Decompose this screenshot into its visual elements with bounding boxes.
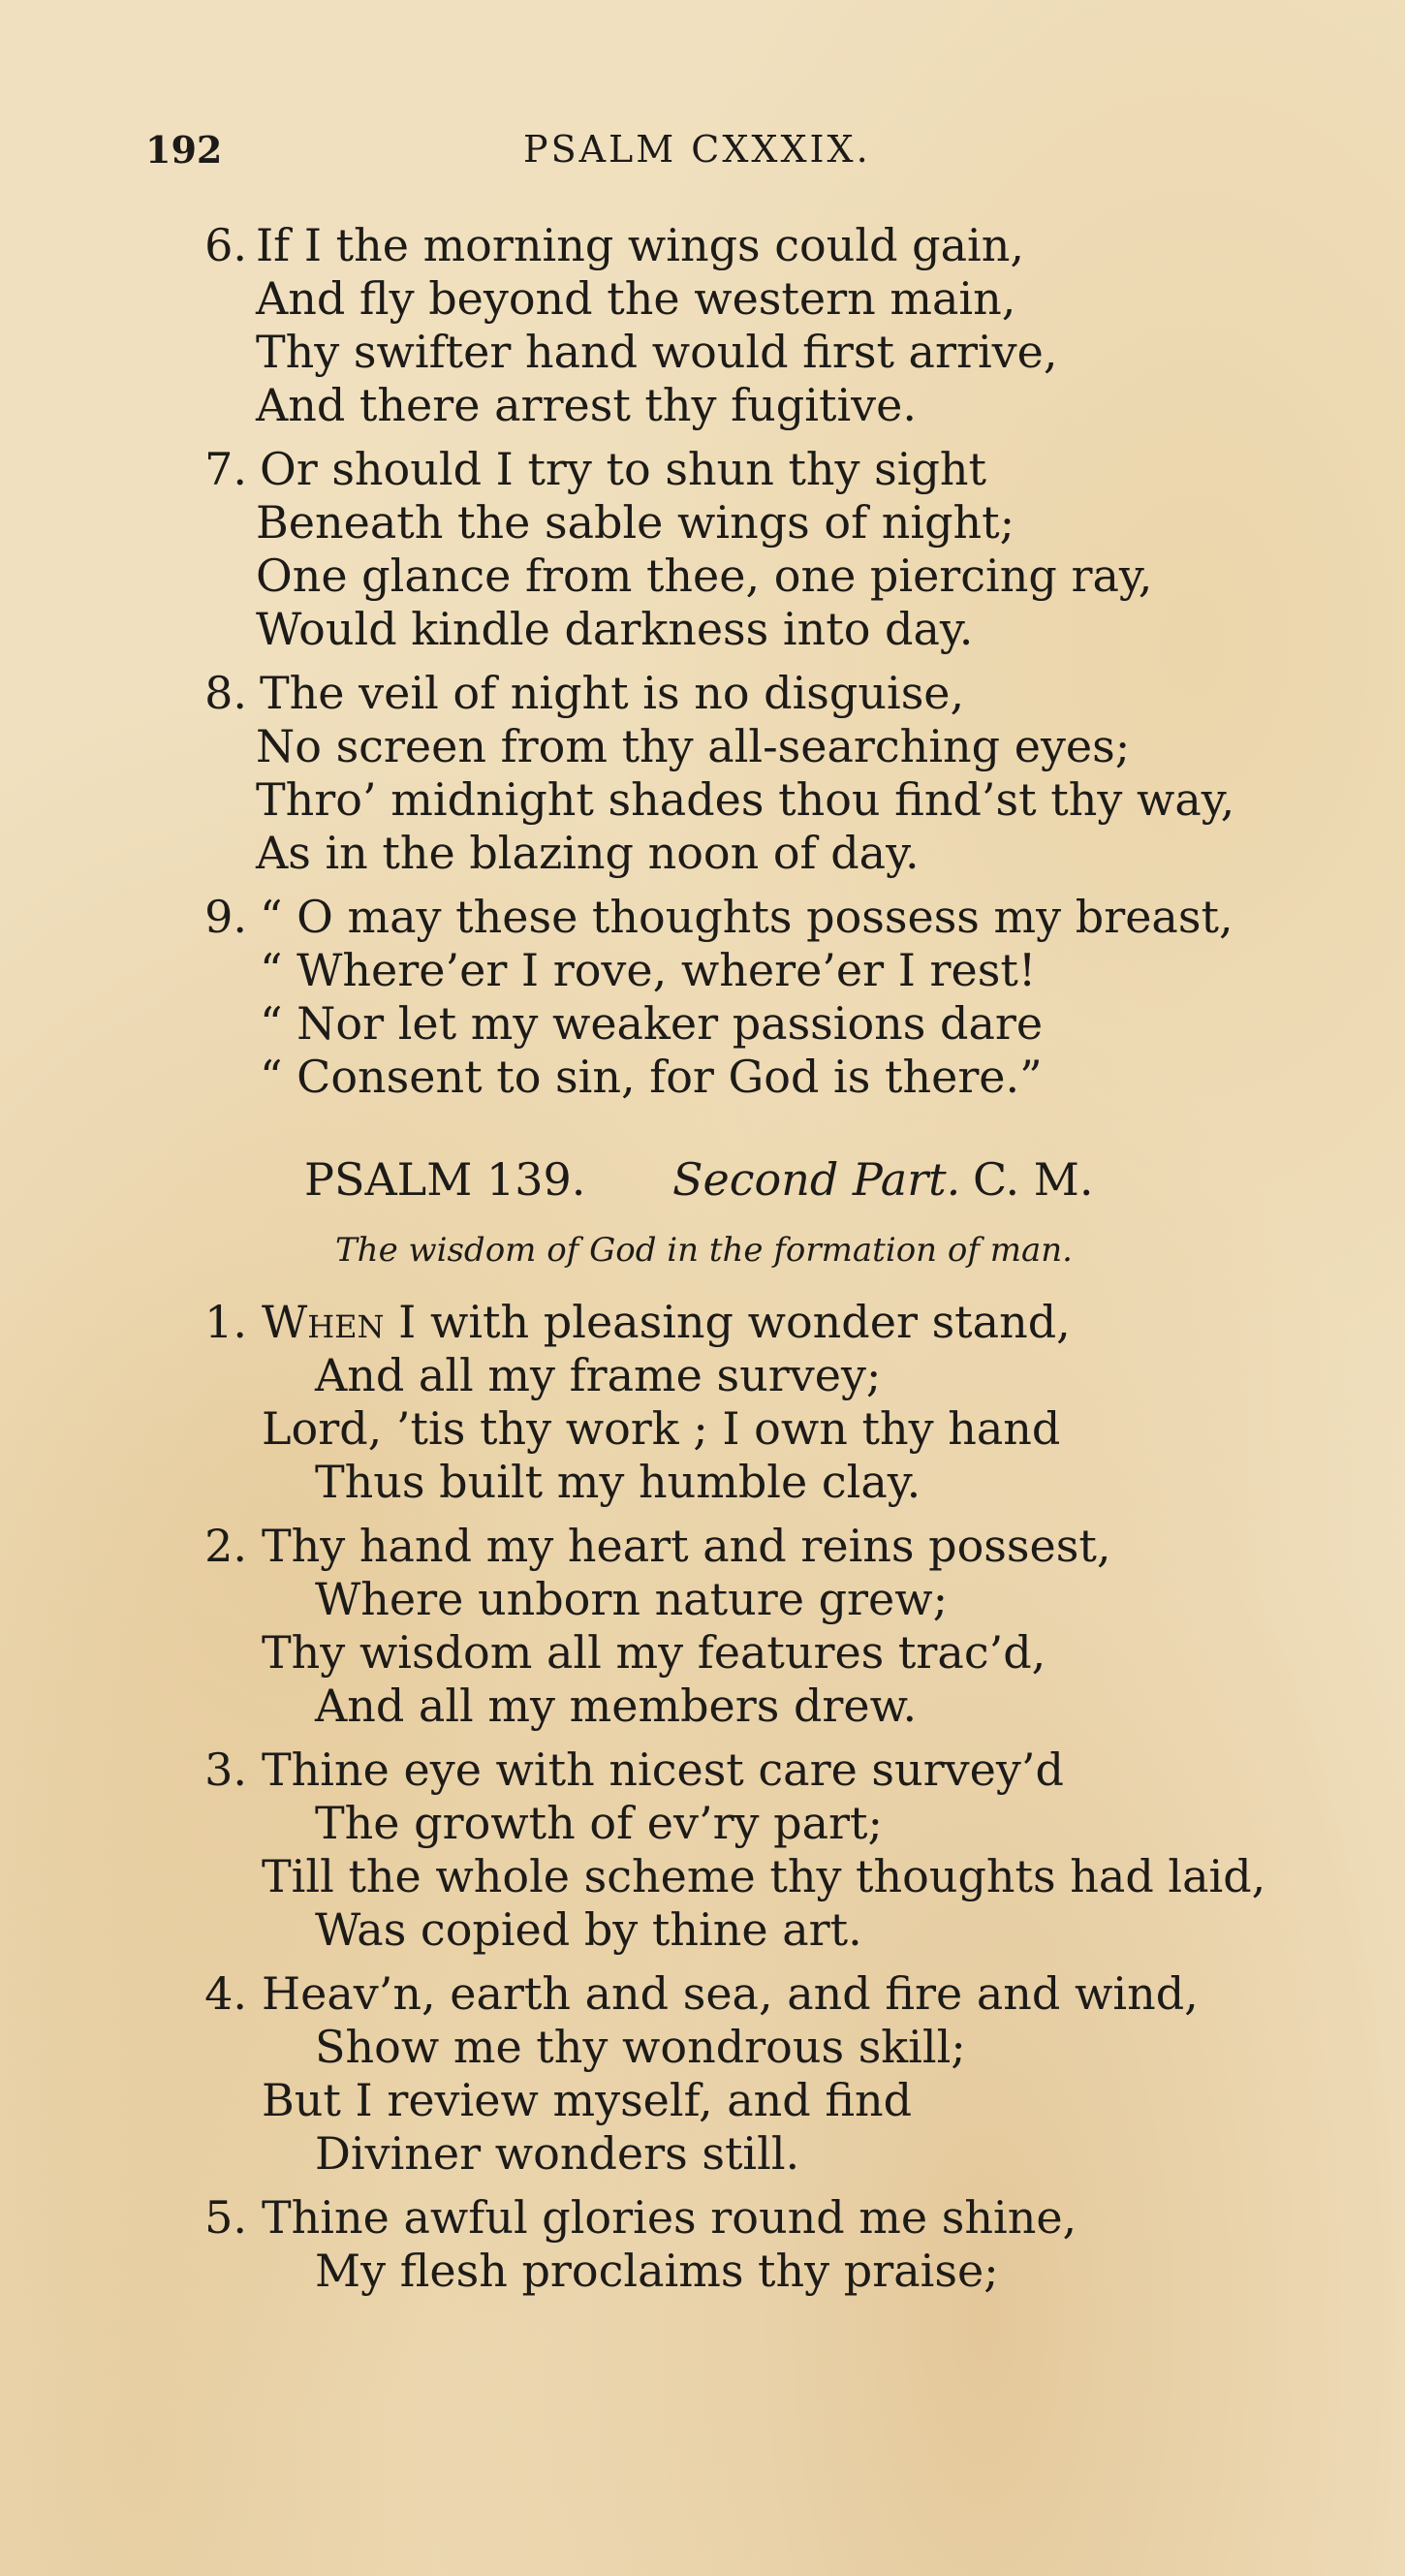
verse-line: Lord, ’tis thy work ; I own thy hand [262,1402,1061,1455]
verse-line: Till the whole scheme thy thoughts had laid, [262,1850,1266,1902]
verse-line: The growth of ev’ry part; [315,1797,884,1849]
verse-line: Diviner wonders still. [315,2127,800,2180]
running-title: PSALM CXXXIX. [523,128,871,171]
verse-line: No screen from thy all-searching eyes; [256,720,1131,772]
verse-line: Beneath the sable wings of night; [256,496,1015,549]
verse-line: “ Consent to sin, for God is there.” [260,1051,1043,1103]
verse-line: Or should I try to shun thy sight [260,443,987,495]
verse-line: “ Where’er I rove, where’er I rest! [260,944,1037,996]
stanza-number: 9. [204,891,247,943]
verse-line: And fly beyond the western main, [256,272,1016,325]
verse-line: And there arrest thy fugitive. [256,379,917,431]
stanza-number: 4. [204,1967,247,2020]
first-word: When [262,1296,385,1348]
verse-line: Thro’ midnight shades thou find’st thy way, [256,773,1235,826]
stanza-number: 8. [204,667,247,719]
verse-line: One glance from thee, one piercing ray, [256,550,1153,602]
verse-line: And all my members drew. [315,1680,918,1732]
stanza-number: 3. [204,1744,247,1796]
verse-line: Show me thy wondrous skill; [315,2021,966,2073]
verse-line: As in the blazing noon of day. [256,827,920,879]
stanza-number: 1. [204,1296,247,1348]
verse-line: Where unborn nature grew; [315,1573,949,1625]
stanza-number: 5. [204,2191,247,2244]
verse-line: Thine awful glories round me shine, [262,2191,1077,2244]
verse-line: My flesh proclaims thy praise; [315,2245,999,2297]
verse-line: Would kindle darkness into day. [256,603,974,655]
stanza-number: 6. [204,219,247,271]
verse-line: Thine eye with nicest care survey’d [262,1744,1064,1796]
verse-line: The veil of night is no disguise, [260,667,965,719]
page-header [0,128,1405,186]
verse-line: Thy swifter hand would first arrive, [256,326,1058,378]
verse-line: Was copied by thine art. [315,1903,862,1956]
verse-line [262,1296,1071,1349]
verse-line: “ Nor let my weaker passions dare [260,997,1044,1050]
psalm-subtitle: The wisdom of God in the formation of man. [335,1231,1073,1270]
verse-line: “ O may these thoughts possess my breast, [260,891,1233,943]
verse-line: Thus built my humble clay. [315,1456,921,1508]
verse-line: Thy hand my heart and reins possest, [262,1520,1111,1572]
stanza-number: 7. [204,443,247,495]
verse-line: If I the morning wings could gain, [256,219,1024,271]
page-number: 192 [145,128,223,172]
verse-line: Thy wisdom all my features trac’d, [262,1626,1046,1679]
heading-part: Second Part. [672,1153,961,1206]
verse-line: And all my frame survey; [315,1349,882,1401]
verse-line: Heav’n, earth and sea, and fire and wind, [262,1967,1199,2020]
heading-meter: C. M. [973,1153,1094,1206]
heading-psalm: PSALM 139. [304,1153,586,1206]
stanza-number: 2. [204,1520,247,1572]
verse-line-rest: I with pleasing wonder stand, [384,1296,1071,1348]
verse-line: But I review myself, and find [262,2074,913,2126]
